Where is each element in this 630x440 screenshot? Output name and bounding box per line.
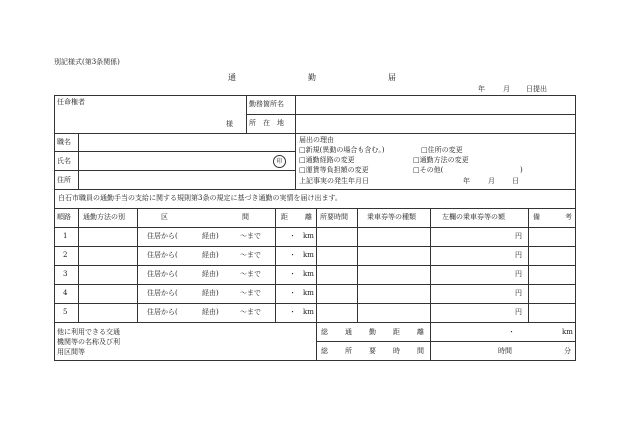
- header-time: 所要時間: [320, 213, 348, 221]
- residence-field[interactable]: [79, 171, 294, 188]
- route-row-to: ～まで: [240, 270, 261, 278]
- header-distance-b: 離: [305, 213, 312, 221]
- route-row-time-field[interactable]: [317, 228, 356, 245]
- route-row-distance-dot: ・: [289, 308, 296, 316]
- route-row-amount-unit: 円: [515, 251, 522, 259]
- route-row-time-field[interactable]: [317, 285, 356, 302]
- route-row-from: 住居から(: [147, 270, 178, 278]
- route-row-distance-dot: ・: [289, 270, 296, 278]
- total-distance-dot: ・: [508, 328, 515, 336]
- reason-other-checkbox[interactable]: □その他(: [413, 166, 444, 174]
- sama-label: 様: [226, 120, 233, 128]
- route-row-amount-unit: 円: [515, 289, 522, 297]
- submit-year-label: 年: [478, 85, 485, 93]
- reason-address-checkbox[interactable]: □住所の変更: [421, 146, 463, 154]
- route-row-number: 2: [63, 251, 68, 259]
- office-address-label: 所 在 地: [249, 119, 284, 127]
- route-row-remarks-field[interactable]: [529, 228, 574, 245]
- other-transport-line-2: 機関等の名称及び利: [57, 338, 120, 347]
- title-char-2: 勤: [308, 73, 316, 82]
- route-row-ticket-field[interactable]: [358, 285, 429, 302]
- route-row-distance-unit: km: [303, 289, 314, 297]
- route-row-from: 住居から(: [147, 232, 178, 240]
- header-amount: 左欄の乗車券等の額: [442, 213, 505, 221]
- route-row-distance-unit: km: [303, 270, 314, 278]
- route-row-number: 5: [63, 308, 68, 316]
- total-time-char: 要: [369, 347, 376, 355]
- route-row-method-field[interactable]: [79, 285, 136, 302]
- route-row-method-field[interactable]: [79, 304, 136, 321]
- route-row-via: 経由): [202, 289, 219, 297]
- total-time-char: 総: [321, 347, 328, 355]
- route-row-ticket-field[interactable]: [358, 228, 429, 245]
- route-row-to: ～まで: [240, 251, 261, 259]
- route-row-method-field[interactable]: [79, 228, 136, 245]
- title-char-1: 通: [228, 73, 236, 82]
- route-row-amount-unit: 円: [515, 270, 522, 278]
- name-label: 氏名: [57, 157, 71, 165]
- route-row-remarks-field[interactable]: [529, 266, 574, 283]
- route-row-time-field[interactable]: [317, 266, 356, 283]
- route-row-from: 住居から(: [147, 308, 178, 316]
- route-row-distance-unit: km: [303, 251, 314, 259]
- route-row-via: 経由): [202, 251, 219, 259]
- route-row-via: 経由): [202, 308, 219, 316]
- total-time-minutes-unit: 分: [564, 347, 571, 355]
- total-distance-char: 通: [345, 328, 352, 336]
- submit-day-label: 日提出: [526, 85, 547, 93]
- route-row-from: 住居から(: [147, 289, 178, 297]
- route-row-remarks-field[interactable]: [529, 285, 574, 302]
- route-row-to: ～まで: [240, 289, 261, 297]
- route-row-time-field[interactable]: [317, 304, 356, 321]
- route-row-time-field[interactable]: [317, 247, 356, 264]
- reason-fare-checkbox[interactable]: □運賃等負担額の変更: [299, 166, 369, 174]
- route-row-distance-unit: km: [303, 308, 314, 316]
- reason-other-close: ): [520, 166, 523, 174]
- route-row-ticket-field[interactable]: [358, 266, 429, 283]
- route-row-distance-dot: ・: [289, 289, 296, 297]
- title-char-3: 届: [388, 73, 396, 82]
- occurrence-date-label: 上記事実の発生年月日: [299, 177, 369, 185]
- route-row-distance-unit: km: [303, 232, 314, 240]
- residence-label: 住所: [57, 176, 71, 184]
- total-distance-char: 離: [417, 328, 424, 336]
- header-section-a: 区: [161, 213, 168, 221]
- reason-label: 届出の理由: [299, 136, 334, 144]
- header-remarks-b: 考: [565, 213, 572, 221]
- header-distance-a: 距: [281, 213, 288, 221]
- total-distance-char: 勤: [369, 328, 376, 336]
- occurrence-day-label: 日: [512, 177, 519, 185]
- route-row-from: 住居から(: [147, 251, 178, 259]
- total-time-hours-unit: 時間: [498, 347, 512, 355]
- header-remarks-a: 備: [533, 213, 540, 221]
- office-address-field[interactable]: [296, 115, 574, 133]
- route-row-number: 1: [63, 232, 68, 240]
- reason-method-checkbox[interactable]: □通勤方法の変更: [413, 156, 469, 164]
- seal-mark: 印: [273, 155, 286, 168]
- job-title-label: 職名: [57, 138, 71, 146]
- office-name-field[interactable]: [296, 96, 574, 113]
- form-number: 別記様式(第3条関係): [54, 58, 120, 66]
- route-row-ticket-field[interactable]: [358, 304, 429, 321]
- route-row-via: 経由): [202, 270, 219, 278]
- other-transport-line-1: 他に利用できる交通: [57, 328, 120, 336]
- route-row-number: 4: [63, 289, 68, 297]
- total-distance-unit: km: [562, 328, 573, 336]
- header-method: 通勤方法の別: [83, 213, 125, 221]
- reason-route-checkbox[interactable]: □通勤経路の変更: [299, 156, 355, 164]
- total-time-char: 間: [417, 347, 424, 355]
- route-row-via: 経由): [202, 232, 219, 240]
- other-transport-line-3: 用区間等: [57, 348, 85, 357]
- submit-month-label: 月: [503, 85, 510, 93]
- reason-new-checkbox[interactable]: □新規(異動の場合も含む。): [299, 146, 385, 154]
- job-title-field[interactable]: [79, 134, 294, 150]
- header-ticket-type: 乗車券等の種類: [367, 213, 416, 221]
- route-row-number: 3: [63, 270, 68, 278]
- occurrence-month-label: 月: [488, 177, 495, 185]
- occurrence-year-label: 年: [463, 177, 470, 185]
- route-row-ticket-field[interactable]: [358, 247, 429, 264]
- total-time-char: 時: [393, 347, 400, 355]
- total-time-char: 所: [345, 347, 352, 355]
- total-distance-char: 距: [393, 328, 400, 336]
- other-transport-label: [57, 327, 120, 357]
- route-row-method-field[interactable]: [79, 266, 136, 283]
- route-row-method-field[interactable]: [79, 247, 136, 264]
- route-row-remarks-field[interactable]: [529, 247, 574, 264]
- other-transport-field[interactable]: [137, 323, 315, 360]
- office-name-label: 勤務箇所名: [249, 100, 284, 108]
- route-row-to: ～まで: [240, 232, 261, 240]
- route-row-amount-unit: 円: [515, 308, 522, 316]
- route-row-distance-dot: ・: [289, 232, 296, 240]
- header-order: 順路: [57, 213, 71, 221]
- route-row-distance-dot: ・: [289, 251, 296, 259]
- total-distance-char: 総: [321, 328, 328, 336]
- route-row-amount-unit: 円: [515, 232, 522, 240]
- declaration-statement: 白石市職員の通勤手当の支給に関する規則第3条の規定に基づき通勤の実情を届け出ます。: [58, 194, 342, 202]
- route-row-remarks-field[interactable]: [529, 304, 574, 321]
- route-row-to: ～まで: [240, 308, 261, 316]
- header-section-b: 間: [242, 213, 249, 221]
- appointer-label: 任命権者: [57, 98, 85, 106]
- name-field[interactable]: [79, 152, 269, 169]
